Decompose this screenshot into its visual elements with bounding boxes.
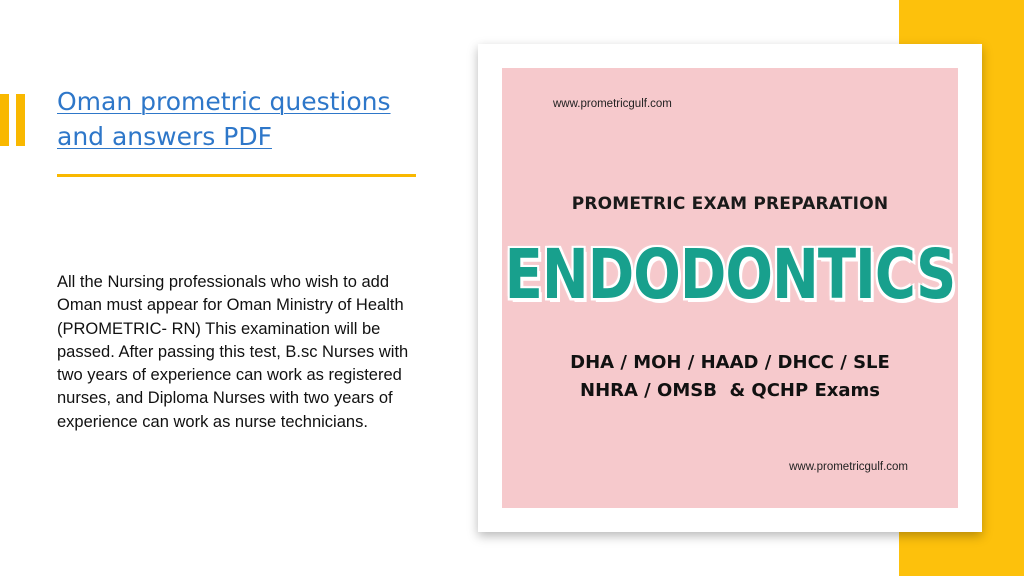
poster-exams-line2: NHRA / OMSB & QCHP Exams: [580, 380, 880, 401]
poster-heading: PROMETRIC EXAM PREPARATION: [571, 194, 889, 214]
accent-bar-right: [16, 94, 25, 146]
poster-image-frame: [478, 44, 982, 532]
poster-url-bottom: www.prometricgulf.com: [789, 461, 908, 473]
slide-body-text: All the Nursing professionals who wish to add Oman must appear for Oman Ministry of Health (PROMETRIC- RN) This examination will be passed. After passing this test, B.sc Nurses with two years of experience can work as registered nurses, and Diploma Nurses with two years of experience can work as nurse technicians.: [57, 273, 409, 431]
poster-subject: ENDODONTICS: [504, 236, 956, 316]
title-underline-rule: [57, 174, 416, 177]
accent-bar-left: [0, 94, 9, 146]
poster-exams-line1: DHA / MOH / HAAD / DHCC / SLE: [570, 352, 890, 373]
poster-url-top: www.prometricgulf.com: [553, 98, 672, 110]
slide-title-link[interactable]: Oman prometric questions and answers PDF: [57, 87, 391, 151]
endodontics-poster: [502, 68, 958, 508]
